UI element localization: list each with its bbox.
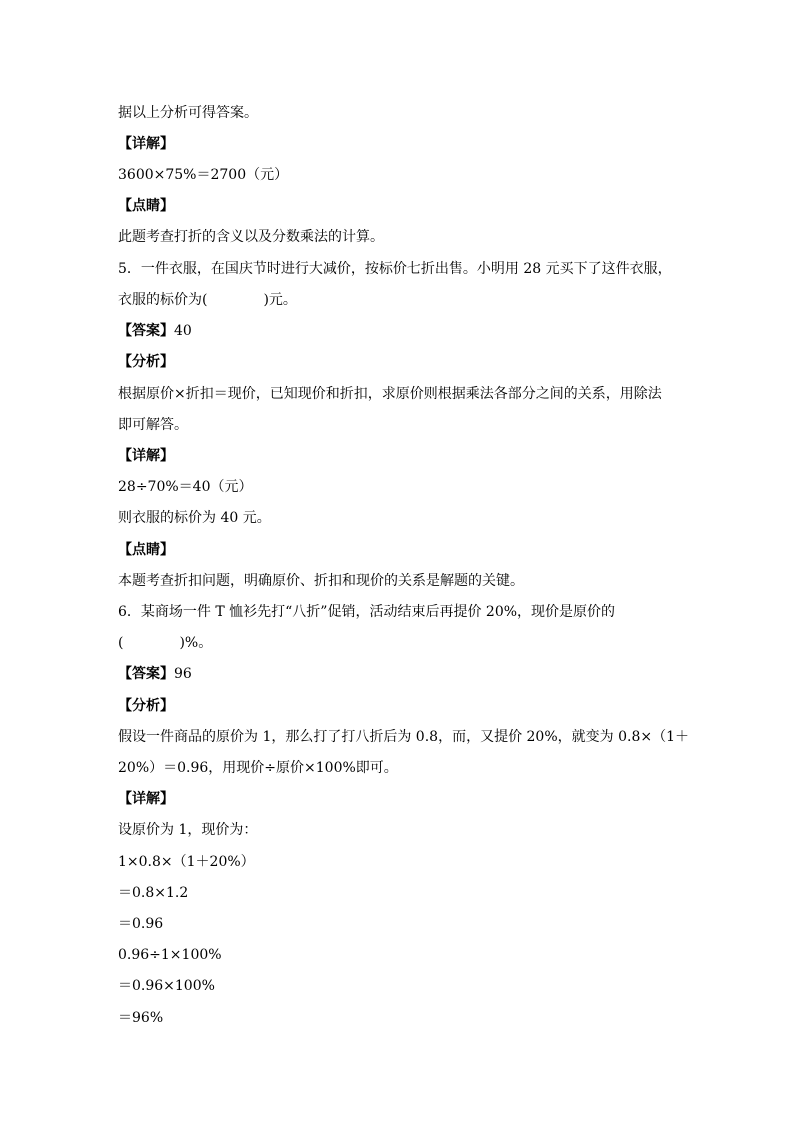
q6-detail-line: 0.96÷1×100% bbox=[118, 947, 222, 963]
q5-analysis-label: 【分析】 bbox=[118, 354, 174, 370]
prev-comment-label: 【点睛】 bbox=[118, 198, 174, 214]
q5-comment: 本题考查折扣问题，明确原价、折扣和现价的关系是解题的关键。 bbox=[118, 573, 524, 589]
q6-detail-line: ＝0.96×100% bbox=[118, 978, 215, 994]
q6-answer bbox=[118, 664, 192, 684]
q5-detail-line1: 28÷70%＝40（元） bbox=[118, 479, 253, 495]
q5-question-line2: 衣服的标价为( )元。 bbox=[118, 292, 297, 308]
q6-answer-label: 【答案】 bbox=[118, 666, 174, 682]
q5-answer bbox=[118, 321, 192, 341]
q5-detail-label: 【详解】 bbox=[118, 448, 174, 464]
q6-detail-line: ＝0.96 bbox=[118, 916, 164, 932]
prev-analysis-tail: 据以上分析可得答案。 bbox=[118, 105, 258, 121]
q6-question-line1: 6．某商场一件 T 恤衫先打“八折”促销，活动结束后再提价 20%，现价是原价的 bbox=[118, 604, 616, 620]
q6-detail-line: ＝96% bbox=[118, 1010, 164, 1026]
q6-analysis-line1: 假设一件商品的原价为 1，那么打了打八折后为 0.8，而，又提价 20%，就变为 0.8×（1＋ bbox=[118, 729, 689, 745]
q5-answer-value: 40 bbox=[174, 323, 192, 339]
q6-detail-line: ＝0.8×1.2 bbox=[118, 885, 189, 901]
q5-analysis-line2: 即可解答。 bbox=[118, 417, 188, 433]
prev-detail-label: 【详解】 bbox=[118, 136, 174, 152]
q5-detail-line2: 则衣服的标价为 40 元。 bbox=[118, 510, 271, 526]
q5-comment-label: 【点睛】 bbox=[118, 542, 174, 558]
q6-question-line2: ( )%。 bbox=[118, 635, 213, 651]
prev-comment: 此题考查打折的含义以及分数乘法的计算。 bbox=[118, 229, 384, 245]
q5-analysis-line1: 根据原价×折扣＝现价，已知现价和折扣，求原价则根据乘法各部分之间的关系，用除法 bbox=[118, 386, 662, 402]
prev-detail-line: 3600×75%＝2700（元） bbox=[118, 167, 289, 183]
q6-analysis-line2: 20%）＝0.96，用现价÷原价×100%即可。 bbox=[118, 760, 398, 776]
q6-detail-line: 1×0.8×（1＋20%） bbox=[118, 854, 255, 870]
q6-detail-label: 【详解】 bbox=[118, 791, 174, 807]
q6-answer-value: 96 bbox=[174, 666, 192, 682]
q6-analysis-label: 【分析】 bbox=[118, 698, 174, 714]
q6-detail-line: 设原价为 1，现价为： bbox=[118, 822, 258, 838]
q5-answer-label: 【答案】 bbox=[118, 323, 174, 339]
q5-question-line1: 5．一件衣服，在国庆节时进行大减价，按标价七折出售。小明用 28 元买下了这件衣服， bbox=[118, 261, 672, 277]
